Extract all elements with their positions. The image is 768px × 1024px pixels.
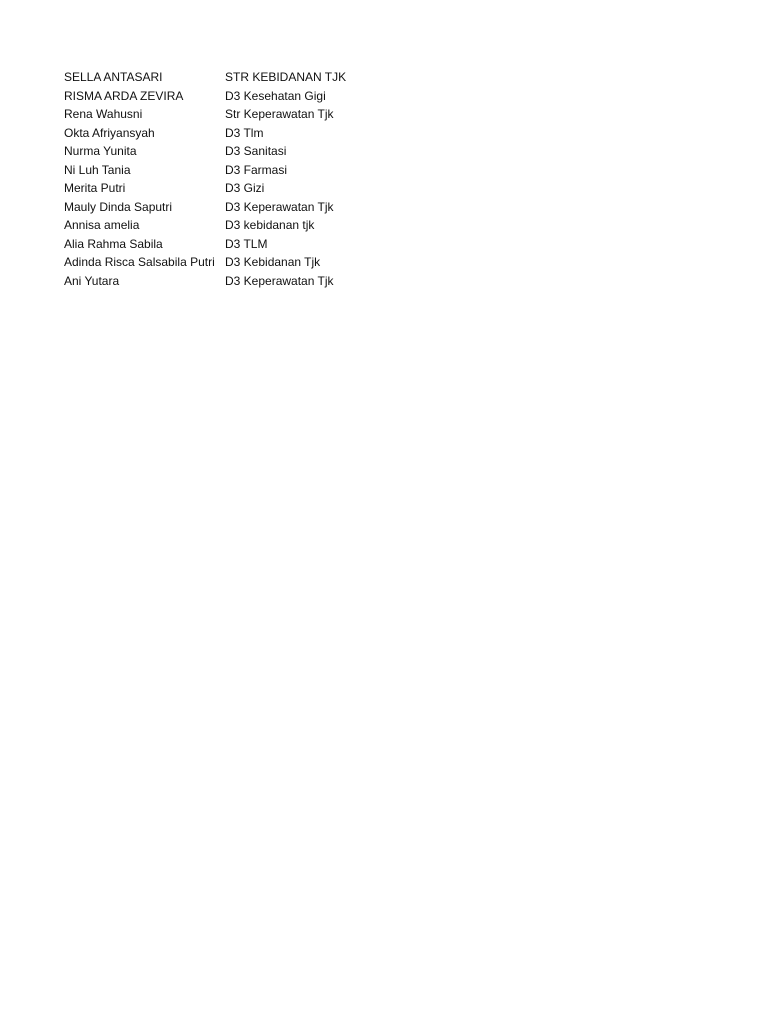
student-name: RISMA ARDA ZEVIRA <box>64 88 184 103</box>
study-program: D3 kebidanan tjk <box>225 218 315 232</box>
study-program: D3 Keperawatan Tjk <box>225 273 334 288</box>
student-name: Alia Rahma Sabila <box>64 236 163 251</box>
student-name: Okta Afriyansyah <box>64 125 155 140</box>
student-name: Adinda Risca Salsabila Putri <box>64 255 215 269</box>
study-program: D3 TLM <box>225 236 268 251</box>
student-name: Ni Luh Tania <box>64 162 131 177</box>
table-row <box>64 198 425 217</box>
study-program: D3 Gizi <box>225 181 265 195</box>
student-name: Nurma Yunita <box>64 144 137 158</box>
study-program: D3 Farmasi <box>225 162 288 177</box>
student-list-table <box>64 68 425 290</box>
table-row <box>64 87 425 106</box>
table-row <box>64 253 425 272</box>
study-program: Str Keperawatan Tjk <box>225 107 334 121</box>
table-row <box>64 161 425 180</box>
student-name: Rena Wahusni <box>64 107 143 121</box>
table-row <box>64 272 425 291</box>
student-name: Annisa amelia <box>64 218 140 232</box>
study-program: D3 Kebidanan Tjk <box>225 255 321 269</box>
study-program: D3 Keperawatan Tjk <box>225 199 334 214</box>
study-program: D3 Kesehatan Gigi <box>225 88 326 103</box>
student-name: SELLA ANTASARI <box>64 70 163 84</box>
study-program: STR KEBIDANAN TJK <box>225 70 347 84</box>
study-program: D3 Tlm <box>225 125 264 140</box>
student-name: Merita Putri <box>64 181 126 195</box>
table-row <box>64 142 425 161</box>
table-row <box>64 105 425 124</box>
student-name: Mauly Dinda Saputri <box>64 199 173 214</box>
student-name: Ani Yutara <box>64 273 120 288</box>
table-row <box>64 68 425 87</box>
table-row <box>64 179 425 198</box>
table-row <box>64 235 425 254</box>
table-row <box>64 216 425 235</box>
table-row <box>64 124 425 143</box>
study-program: D3 Sanitasi <box>225 144 287 158</box>
